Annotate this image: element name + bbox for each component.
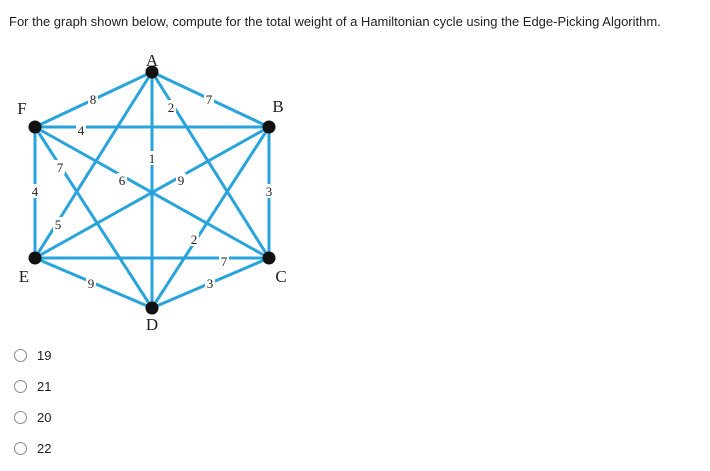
edge-weight-label: 9 xyxy=(177,173,185,188)
answer-option[interactable] xyxy=(14,346,51,365)
edge-weight-label: 6 xyxy=(118,173,126,188)
answer-option[interactable] xyxy=(14,439,51,458)
vertex-label-c: C xyxy=(275,267,287,286)
answer-option-label: 20 xyxy=(37,410,52,425)
vertex-d xyxy=(146,302,159,315)
edge-weight-label: 9 xyxy=(87,276,95,291)
vertex-c xyxy=(263,252,276,265)
edge-weight-label: 1 xyxy=(148,151,156,166)
vertex-label-a: A xyxy=(145,51,159,70)
edge-weight-label: 2 xyxy=(167,100,175,115)
answer-options xyxy=(14,346,51,470)
vertex-label-e: E xyxy=(18,267,30,286)
edge-weight-label: 2 xyxy=(190,232,198,247)
vertex-label-d: D xyxy=(145,315,159,334)
vertex-e xyxy=(29,252,42,265)
edge-weight-label: 4 xyxy=(77,123,85,138)
answer-option-label: 21 xyxy=(37,379,52,394)
radio-button[interactable] xyxy=(14,380,27,393)
edge-weight-label: 5 xyxy=(54,217,62,232)
radio-button[interactable] xyxy=(14,411,27,424)
answer-option-label: 22 xyxy=(37,441,52,456)
answer-option[interactable] xyxy=(14,377,51,396)
edge-weight-label: 7 xyxy=(220,254,228,269)
answer-option-label: 19 xyxy=(37,348,52,363)
vertex-f xyxy=(29,121,42,134)
question-text: For the graph shown below, compute for the total weight of a Hamiltonian cycle using the Edge-Picking Algorithm. xyxy=(9,14,661,29)
vertex-label-f: F xyxy=(17,99,27,118)
radio-button[interactable] xyxy=(14,349,27,362)
edge-weight-label: 3 xyxy=(265,184,273,199)
edge-weight-label: 7 xyxy=(56,160,64,175)
vertex-label-b: B xyxy=(272,97,284,116)
answer-option[interactable] xyxy=(14,408,51,427)
edge-weight-label: 4 xyxy=(31,184,39,199)
edge-weight-label: 8 xyxy=(89,92,97,107)
edge-weight-label: 3 xyxy=(206,276,214,291)
edge-weight-label: 7 xyxy=(205,92,213,107)
radio-button[interactable] xyxy=(14,442,27,455)
vertex-b xyxy=(263,121,276,134)
